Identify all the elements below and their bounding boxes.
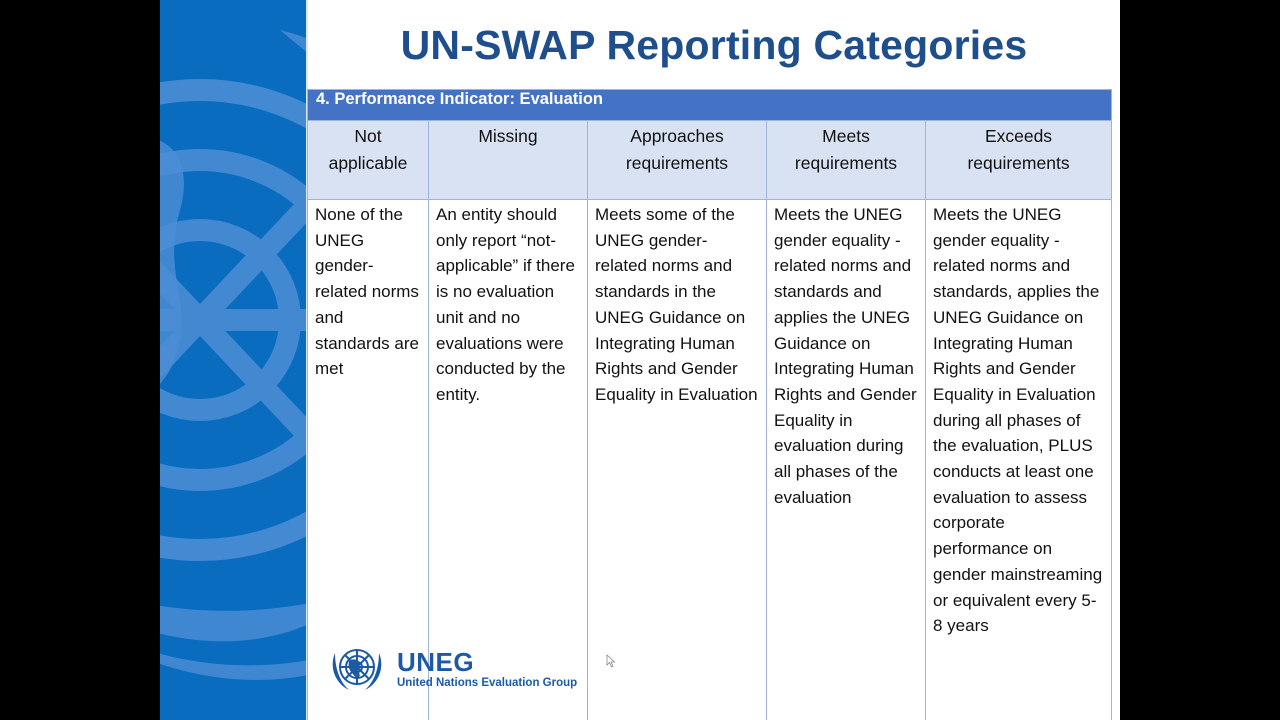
cell-exceeds: Meets the UNEG gender equality - related norms and standards, applies the UNEG Guidance on Integrating Human Rights and Gender Equality in Evaluation during all phases of the evaluation, PLUS conducts at least one evaluation to assess corporate performance on gender mainstreaming or equivalent every 5-8 years [926, 200, 1112, 720]
table-header-row [308, 121, 1112, 200]
table-row [308, 200, 1112, 720]
column-header-approaches: Approaches requirements [588, 121, 767, 200]
un-emblem-watermark-icon [160, 0, 306, 720]
uneg-logo [327, 643, 577, 695]
cell-approaches: Meets some of the UNEG gender-related norms and standards in the UNEG Guidance on Integrating Human Rights and Gender Equality in Evaluation [588, 200, 767, 720]
table-caption: 4. Performance Indicator: Evaluation [308, 90, 1112, 121]
logo-full-name: United Nations Evaluation Group [397, 677, 578, 689]
cell-meets: Meets the UNEG gender equality - related norms and standards and applies the UNEG Guidance on Integrating Human Rights and Gender Equality in evaluation during all phases of the evaluation [767, 200, 926, 720]
side-band-un-emblem [160, 0, 306, 720]
column-header-missing: Missing [429, 121, 588, 200]
logo-acronym: UNEG [397, 647, 475, 677]
cell-not-applicable: None of the UNEG gender-related norms and standards are met [308, 200, 429, 720]
mouse-pointer-icon [606, 654, 616, 668]
performance-indicator-table [307, 89, 1112, 720]
cell-missing: An entity should only report “not-applicable” if there is no evaluation unit and no evaluations were conducted by the entity. [429, 200, 588, 720]
presentation-slide [160, 0, 1120, 720]
column-header-exceeds: Exceeds requirements [926, 121, 1112, 200]
slide-title: UN-SWAP Reporting Categories [400, 22, 1028, 68]
un-emblem-icon [327, 643, 387, 695]
column-header-not-applicable: Not applicable [308, 121, 429, 200]
column-header-meets: Meets requirements [767, 121, 926, 200]
